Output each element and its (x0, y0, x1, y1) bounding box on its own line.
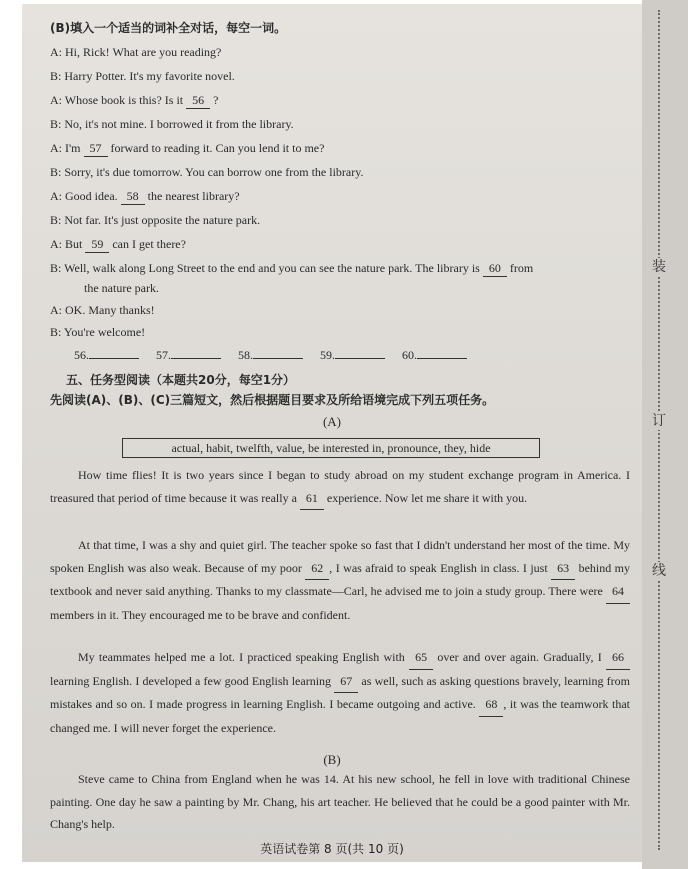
answer-row (74, 348, 481, 363)
passage-a-paragraph (50, 534, 630, 626)
blank-number: 57 (84, 140, 108, 157)
dialogue-text: Good idea. (65, 189, 121, 203)
margin-char-xian: 线 (652, 563, 666, 579)
paragraph-text: behind my textbook and never said anything. Thanks to my classmate—Carl, he advised me to join a study group. There were (50, 560, 631, 598)
dialogue-line (50, 68, 235, 84)
dialogue-text: No, it's not mine. I borrowed it from the library. (64, 117, 294, 131)
paragraph-text: , I was afraid to speak English in class. I just (329, 560, 552, 575)
section5-heading: 五、任务型阅读（本题共20分，每空1分） (66, 373, 296, 387)
speaker-label: B: (50, 69, 62, 83)
dialogue-line (50, 116, 294, 132)
speaker-label: B: (50, 261, 62, 275)
dialogue-text: But (65, 237, 86, 251)
passage-a-paragraph (50, 464, 630, 510)
speaker-label: B: (50, 325, 62, 339)
blank-number: 60 (483, 260, 507, 277)
answer-label-56: 56. (74, 348, 89, 362)
dialogue-line (50, 92, 218, 109)
blank-number: 68 (479, 693, 503, 717)
dialogue-text: OK. Many thanks! (65, 303, 155, 317)
dialogue-text: Harry Potter. It's my favorite novel. (64, 69, 235, 83)
blank-number: 64 (606, 580, 630, 604)
blank-number: 63 (551, 557, 575, 581)
paragraph-text: At that time, I was a shy and quiet girl. The teacher spoke so fast that I didn't understand her most of the time. My spoken English was also weak. Because of my poor (50, 538, 630, 575)
blank-number: 59 (85, 236, 109, 253)
dialogue-line (84, 280, 159, 296)
answer-label-60: 60. (402, 348, 417, 362)
dialogue-text: Well, walk along Long Street to the end and you can see the nature park. The library is (64, 261, 483, 275)
paragraph-text: over and over again. Gradually, I (433, 650, 607, 664)
answer-blank-57[interactable] (171, 358, 221, 359)
margin-char-ding: 订 (652, 413, 666, 429)
word-box: actual, habit, twelfth, value, be interested in, pronounce, they, hide (122, 438, 540, 458)
dialogue-text: You're welcome! (63, 325, 146, 339)
passage-a-paragraph (50, 646, 630, 739)
passage-a-label: (A) (322, 414, 342, 429)
page-footer: 英语试卷第 8 页(共 10 页) (260, 842, 404, 856)
blank-number: 66 (606, 646, 630, 670)
dialogue-text: Whose book is this? Is it (64, 93, 187, 107)
instruction: 先阅读(A)、(B)、(C)三篇短文，然后根据题目要求及所给语境完成下列五项任务。 (50, 393, 495, 407)
binding-margin (642, 0, 688, 869)
blank-number: 62 (305, 557, 329, 581)
paragraph-text: My teammates helped me a lot. I practiced speaking English with (78, 650, 410, 664)
speaker-label: A: (50, 141, 62, 155)
answer-blank-60[interactable] (417, 358, 467, 359)
margin-char-zhuang: 装 (652, 259, 666, 275)
blank-number: 61 (300, 487, 324, 511)
dialogue-line (50, 302, 155, 318)
dialogue-line (50, 212, 260, 228)
speaker-label: A: (50, 93, 62, 107)
blank-number: 67 (334, 670, 358, 694)
dialogue-text: from (506, 261, 534, 275)
binding-dotted-line (658, 10, 660, 850)
answer-label-57: 57. (156, 348, 171, 362)
answer-blank-59[interactable] (335, 358, 385, 359)
dialogue-text: Not far. It's just opposite the nature park. (64, 213, 261, 227)
dialogue-text: ? (210, 93, 219, 107)
speaker-label: A: (50, 189, 62, 203)
blank-number: 65 (409, 646, 433, 670)
paragraph-text: How time flies! It is two years since I began to study abroad on my student exchange program in America. I treasured that period of time because it was really a (50, 468, 630, 505)
dialogue-line (50, 260, 533, 277)
blank-number: 58 (121, 188, 145, 205)
dialogue-line (50, 44, 221, 60)
dialogue-line (50, 164, 363, 180)
paragraph-text: learning English. I developed a few good English learning (50, 673, 335, 688)
answer-blank-56[interactable] (89, 358, 139, 359)
dialogue-text: the nearest library? (144, 189, 240, 203)
speaker-label: B: (50, 117, 62, 131)
answer-label-59: 59. (320, 348, 335, 362)
blank-number: 56 (186, 92, 210, 109)
dialogue-text: forward to reading it. Can you lend it to me? (107, 141, 325, 155)
paragraph-text: , it was the teamwork that changed me. I will never forget the experience. (50, 697, 630, 735)
dialogue-text: I'm (65, 141, 84, 155)
speaker-label: B: (50, 165, 62, 179)
section-b-heading: (B)填入一个适当的词补全对话，每空一词。 (50, 21, 287, 35)
paragraph-text: members in it. They encouraged me to be brave and confident. (50, 607, 351, 622)
answer-label-58: 58. (238, 348, 253, 362)
dialogue-line (50, 236, 186, 253)
speaker-label: A: (50, 45, 62, 59)
dialogue-text: Hi, Rick! What are you reading? (65, 45, 222, 59)
exam-page (22, 4, 642, 862)
speaker-label: B: (50, 213, 62, 227)
dialogue-text: can I get there? (109, 237, 186, 251)
speaker-label: A: (50, 303, 62, 317)
paragraph-text: as well, such as asking questions bravely, learning from mistakes and so on. I made progress in learning English. I became outgoing and active. (50, 673, 630, 711)
passage-b-text: Steve came to China from England when he was 14. At his new school, he fell in love with traditional Chinese painting. One day he saw a painting by Mr. Chang, his art teacher. He believed that he could be a good painter with Mr. Chang's help. (50, 772, 630, 831)
passage-b-label: (B) (323, 752, 341, 767)
answer-blank-58[interactable] (253, 358, 303, 359)
dialogue-line (50, 188, 240, 205)
paragraph-text: experience. Now let me share it with you. (323, 490, 528, 505)
dialogue-text: the nature park. (84, 281, 159, 295)
dialogue-line (50, 324, 145, 340)
speaker-label: A: (50, 237, 62, 251)
dialogue-line (50, 140, 324, 157)
dialogue-text: Sorry, it's due tomorrow. You can borrow one from the library. (64, 165, 364, 179)
